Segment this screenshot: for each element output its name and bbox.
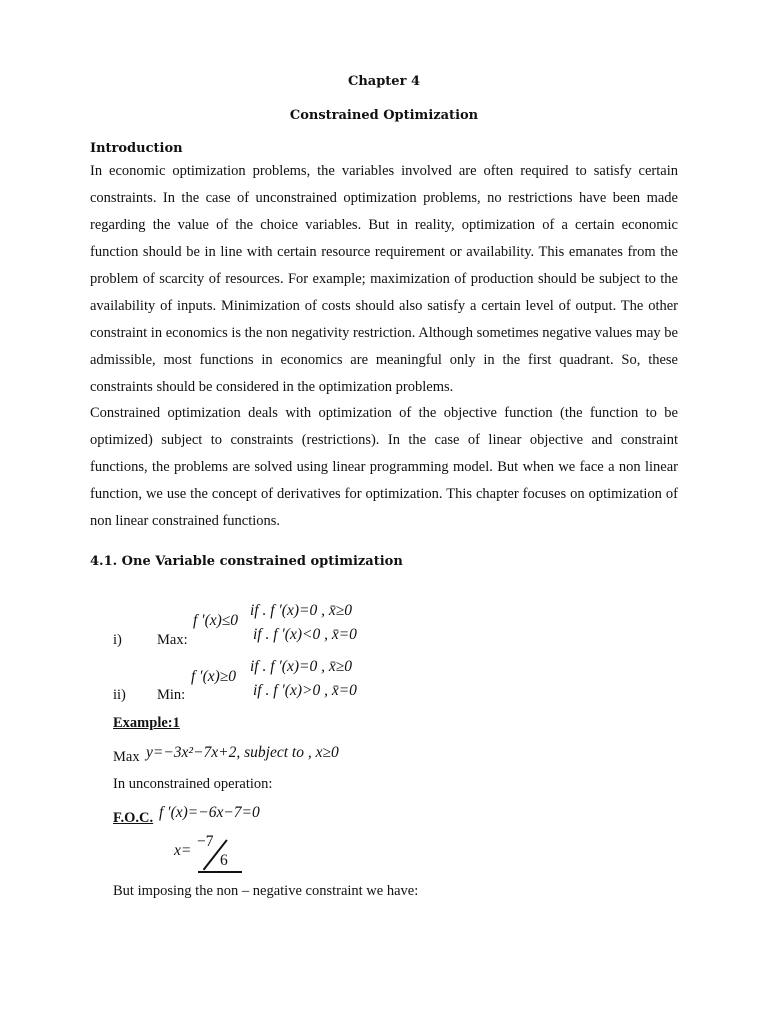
solution-numerator: −7 (197, 833, 214, 850)
foc-expression: f ′(x)=−6x−7=0 (159, 804, 260, 821)
intro-paragraph-2: Constrained optimization deals with optimization of the objective function (the function to be optimized) subject to constraints (restrictions). In the case of linear objective and constraint functions, the problems are solved using linear programming model. But when we face a non linear function, we use the concept of derivatives for optimization. This chapter focuses on optimization of non linear constrained functions. (90, 405, 678, 529)
min-condition-case-2: if . f ′(x)>0 , x̄=0 (253, 682, 357, 699)
intro-paragraph-1: In economic optimization problems, the variables involved are often required to satisfy certain constraints. In the case of unconstrained optimization problems, no restrictions have been made regarding the value of the choice variables. But in reality, optimization of a certain economic function should be in line with certain resource requirement or availability. This emanates from the problem of scarcity of resources. For example; maximization of production should be subject to the availability of inputs. Minimization of costs should also satisfy a certain level of output. The other constraint in economics is the non negativity restriction. Although sometimes negative values may be admissible, most functions in economics are meaningful only in the first quadrant. So, these constraints should be considered in the optimization problems. (90, 163, 678, 395)
closing-text: But imposing the non – negative constraint we have: (113, 883, 419, 899)
max-label: Max: (157, 632, 188, 648)
section-4-1-heading: 4.1. One Variable constrained optimization (90, 554, 403, 569)
introduction-heading: Introduction (90, 141, 183, 156)
solution-x-lhs: x= (174, 842, 192, 859)
min-label: Min: (157, 687, 186, 703)
max-condition-lhs: f ′(x)≤0 (193, 612, 239, 629)
max-item-number: i) (113, 632, 122, 648)
solution-underline (198, 871, 242, 873)
min-condition-lhs: f ′(x)≥0 (191, 668, 237, 685)
max-condition-case-1: if . f ′(x)=0 , x̄≥0 (250, 602, 352, 619)
solution-denominator: 6 (220, 852, 228, 869)
example-label: Example:1 (113, 715, 180, 731)
example-objective: y=−3x²−7x+2, subject to , x≥0 (146, 744, 339, 761)
max-condition-case-2: if . f ′(x)<0 , x̄=0 (253, 626, 357, 643)
foc-label: F.O.C. (113, 810, 154, 826)
unconstrained-text: In unconstrained operation: (113, 776, 273, 792)
example-max-word: Max (113, 749, 140, 765)
chapter-title: Constrained Optimization (289, 108, 479, 123)
chapter-number: Chapter 4 (347, 74, 420, 89)
min-item-number: ii) (113, 687, 126, 703)
min-condition-case-1: if . f ′(x)=0 , x̄≥0 (250, 658, 352, 675)
